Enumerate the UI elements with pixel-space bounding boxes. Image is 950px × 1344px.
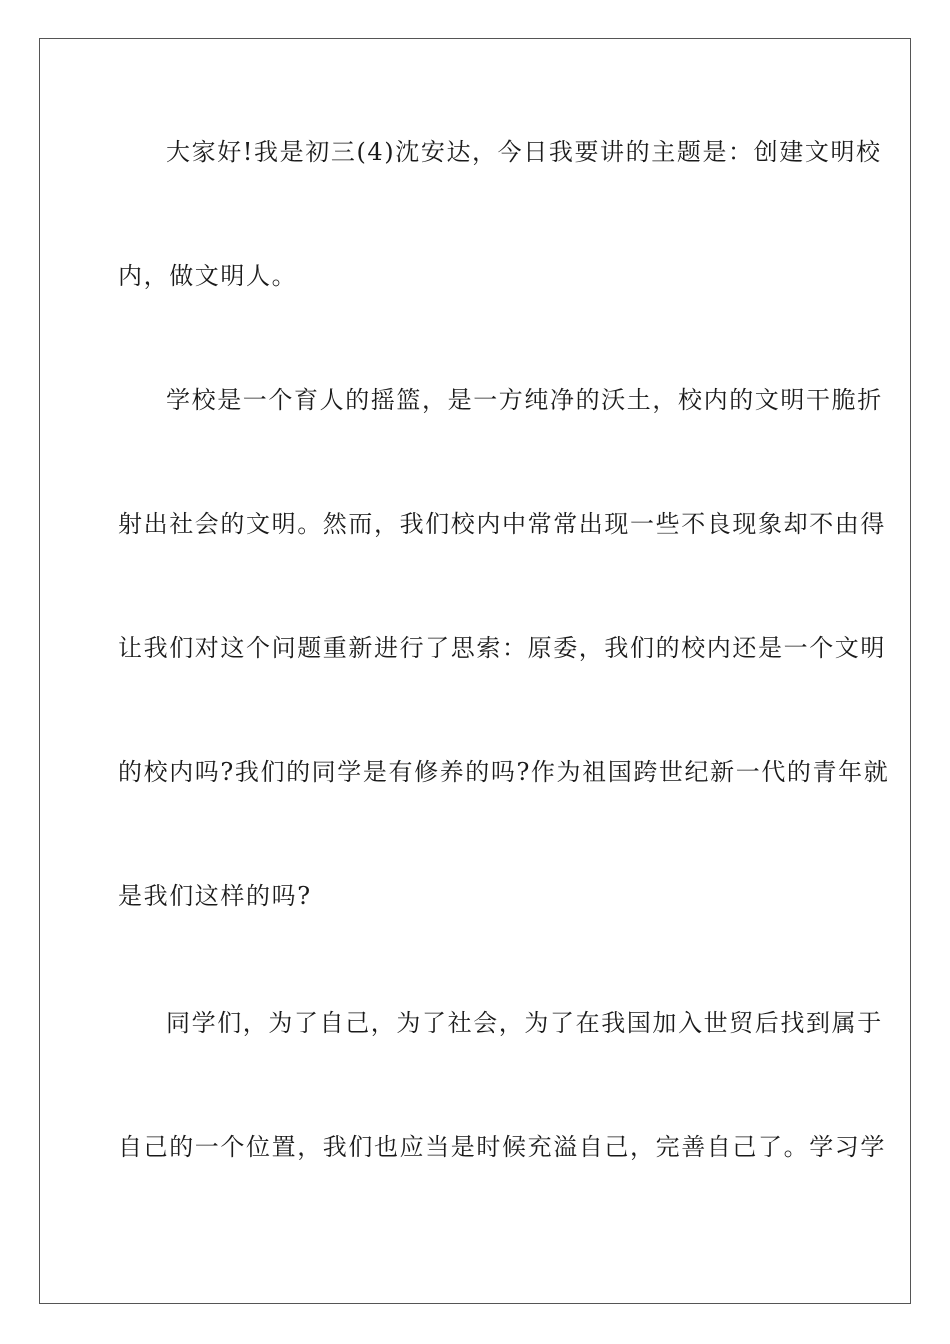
paragraph-2-line-2: 射出社会的文明。然而，我们校内中常常出现一些不良现象却不由得 [118,510,886,538]
paragraph-3-line-2: 自己的一个位置，我们也应当是时候充溢自己，完善自己了。学习学 [118,1133,886,1161]
paragraph-2-line-1: 学校是一个育人的摇篮，是一方纯净的沃土，校内的文明干脆折 [166,386,883,414]
paragraph-2-line-4: 的校内吗?我们的同学是有修养的吗?作为祖国跨世纪新一代的青年就 [118,758,890,786]
paragraph-1-line-1: 大家好!我是初三(4)沈安达，今日我要讲的主题是：创建文明校 [166,138,882,166]
paragraph-2-line-3: 让我们对这个问题重新进行了思索：原委，我们的校内还是一个文明 [118,634,886,662]
paragraph-1-line-2: 内，做文明人。 [118,262,298,290]
paragraph-2-line-5: 是我们这样的吗? [118,882,312,910]
paragraph-3-line-1: 同学们，为了自己，为了社会，为了在我国加入世贸后找到属于 [166,1009,883,1037]
page-frame [39,38,911,1304]
